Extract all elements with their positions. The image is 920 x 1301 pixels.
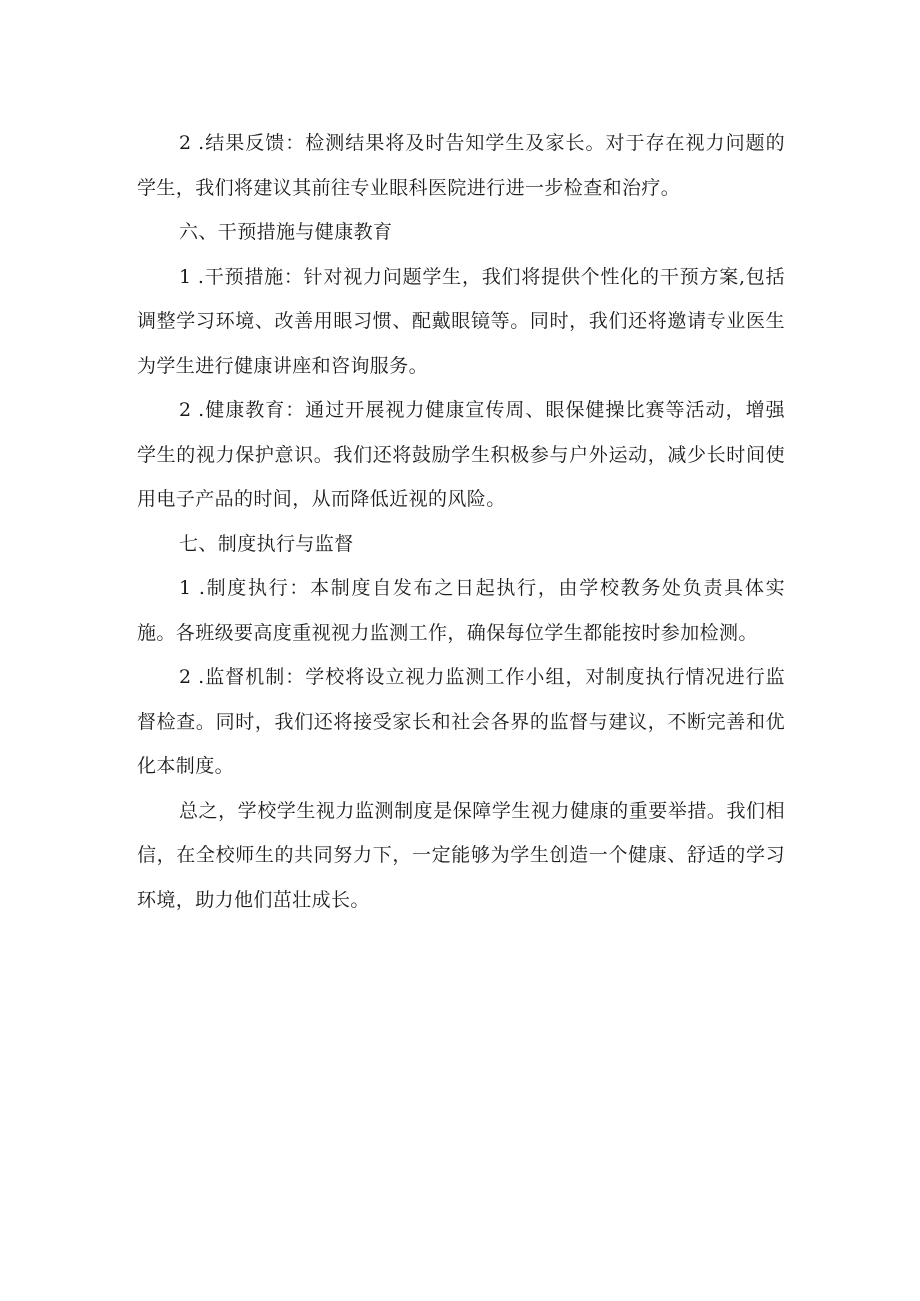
item-intervention-measures bbox=[137, 255, 785, 389]
item-number: 2 bbox=[179, 399, 192, 421]
item-supervision-mechanism bbox=[137, 655, 785, 789]
item-number: 1 bbox=[179, 577, 192, 599]
item-text: .监督机制：学校将设立视力监测工作小组，对制度执行情况进行监督检查。同时，我们还将接受家长和社会各界的监督与建议，不断完善和优化本制度。 bbox=[137, 666, 785, 777]
item-system-execution bbox=[137, 566, 785, 655]
item-text: .健康教育：通过开展视力健康宣传周、眼保健操比赛等活动，增强学生的视力保护意识。我们还将鼓励学生积极参与户外运动，减少长时间使用电子产品的时间，从而降低近视的风险。 bbox=[137, 399, 785, 510]
item-text: .干预措施：针对视力问题学生，我们将提供个性化的干预方案,包括调整学习环境、改善用眼习惯、配戴眼镜等。同时，我们还将邀请专业医生为学生进行健康讲座和咨询服务。 bbox=[137, 265, 785, 377]
item-health-education bbox=[137, 388, 785, 522]
item-number: 2 bbox=[179, 132, 192, 154]
section-heading-6: 六、干预措施与健康教育 bbox=[179, 221, 393, 243]
item-text: .制度执行：本制度自发布之日起执行，由学校教务处负责具体实施。各班级要高度重视视力监测工作，确保每位学生都能按时参加检测。 bbox=[137, 577, 785, 644]
item-text: .结果反馈：检测结果将及时告知学生及家长。对于存在视力问题的学生，我们将建议其前往专业眼科医院进行进一步检查和治疗。 bbox=[137, 132, 785, 199]
conclusion-paragraph: 总之，学校学生视力监测制度是保障学生视力健康的重要举措。我们相信，在全校师生的共同努力下，一定能够为学生创造一个健康、舒适的学习环境，助力他们茁壮成长。 bbox=[137, 799, 785, 911]
section-heading-7: 七、制度执行与监督 bbox=[179, 532, 354, 555]
item-number: 2 bbox=[179, 666, 192, 688]
item-result-feedback bbox=[137, 121, 785, 210]
item-number: 1 bbox=[179, 265, 192, 288]
document-body bbox=[137, 121, 785, 922]
